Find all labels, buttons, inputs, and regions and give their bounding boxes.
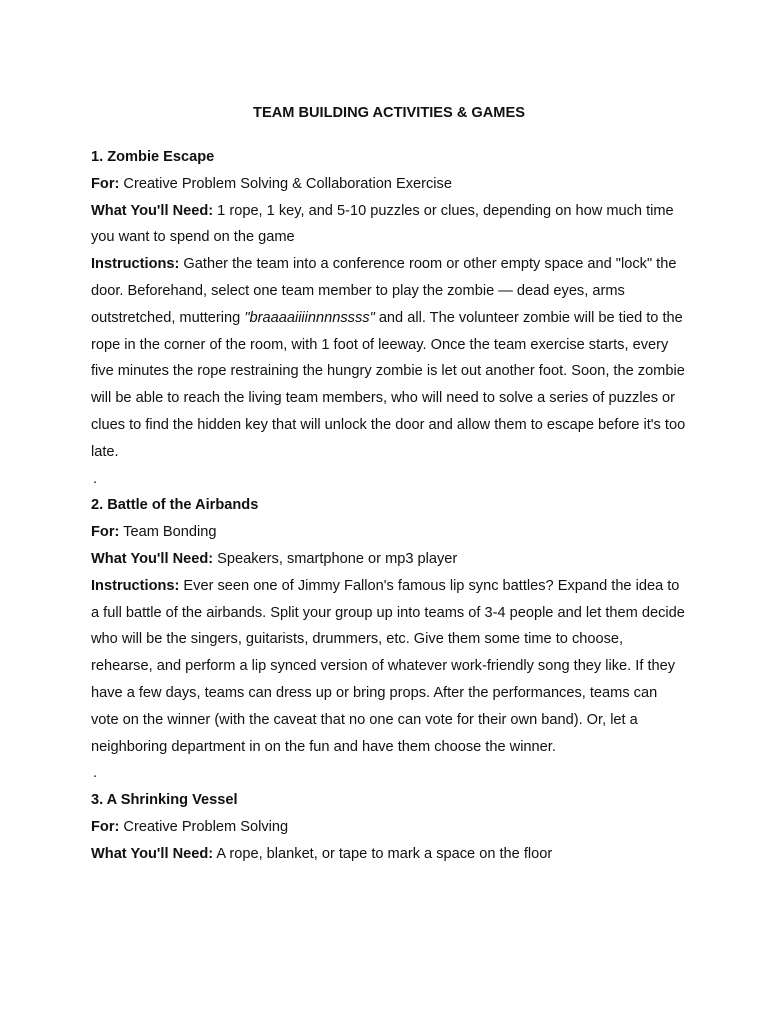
instructions-label: Instructions: xyxy=(91,577,180,594)
need-value: Speakers, smartphone or mp3 player xyxy=(213,550,458,567)
for-label: For: xyxy=(91,524,120,541)
for-line xyxy=(91,171,687,198)
need-label: What You'll Need: xyxy=(91,550,214,567)
section-zombie-escape xyxy=(91,144,687,492)
instructions-label: Instructions: xyxy=(91,256,180,273)
instructions-text-part2: and all. The volunteer zombie will be tied to the rope in the corner of the room, with 1 foot of leeway. Once the team exercise starts, every five minutes the rope restraining the hungry zombie is let out another foot. Soon, the zombie will be able to reach the living team members, who will need to solve a series of puzzles or clues to find the hidden key that will unlock the door and allow them to escape before it's too late. xyxy=(91,309,686,460)
for-label: For: xyxy=(91,175,120,192)
instructions-text-part1: Gather the team into a conference room or other empty space and "lock" the door. Beforehand, select one team member to play the zombie — dead eyes, arms outstretched, muttering xyxy=(91,256,677,326)
document-page xyxy=(91,100,687,868)
need-line xyxy=(91,198,687,252)
instructions-text: Ever seen one of Jimmy Fallon's famous lip sync battles? Expand the idea to a full battle of the airbands. Split your group up into teams of 3-4 people and let them decide who will be the singers, guitarists, drummers, etc. Give them some time to choose, rehearse, and perform a lip synced version of whatever work-friendly song they like. If they have a few days, teams can dress up or bring props. After the performances, teams can vote on the winner (with the caveat that no one can vote for their own band). Or, let a neighboring department in on the fun and have them choose the winner. xyxy=(91,577,685,755)
section-heading: 1. Zombie Escape xyxy=(91,149,215,165)
section-battle-of-the-airbands xyxy=(91,492,687,787)
for-value: Creative Problem Solving & Collaboration Exercise xyxy=(119,175,452,192)
for-line xyxy=(91,519,687,546)
need-label: What You'll Need: xyxy=(91,202,214,219)
section-separator: . xyxy=(93,470,98,487)
instructions-line xyxy=(91,573,687,761)
section-heading: 2. Battle of the Airbands xyxy=(91,497,259,514)
section-a-shrinking-vessel xyxy=(91,787,687,867)
for-line xyxy=(91,814,687,841)
section-heading: 3. A Shrinking Vessel xyxy=(91,792,238,809)
instructions-line xyxy=(91,251,687,465)
need-label: What You'll Need: xyxy=(91,845,214,862)
document-title: TEAM BUILDING ACTIVITIES & GAMES xyxy=(253,105,525,121)
section-separator: . xyxy=(93,765,98,782)
need-value: A rope, blanket, or tape to mark a space on the floor xyxy=(213,845,553,862)
need-line xyxy=(91,546,687,573)
for-value: Creative Problem Solving xyxy=(119,818,289,835)
for-value: Team Bonding xyxy=(119,524,217,541)
for-label: For: xyxy=(91,818,120,835)
need-value: 1 rope, 1 key, and 5-10 puzzles or clues, depending on how much time you want to spend on the game xyxy=(91,202,674,246)
instructions-text-italic: "braaaaiiiinnnnssss" xyxy=(244,309,375,326)
need-line xyxy=(91,841,687,868)
